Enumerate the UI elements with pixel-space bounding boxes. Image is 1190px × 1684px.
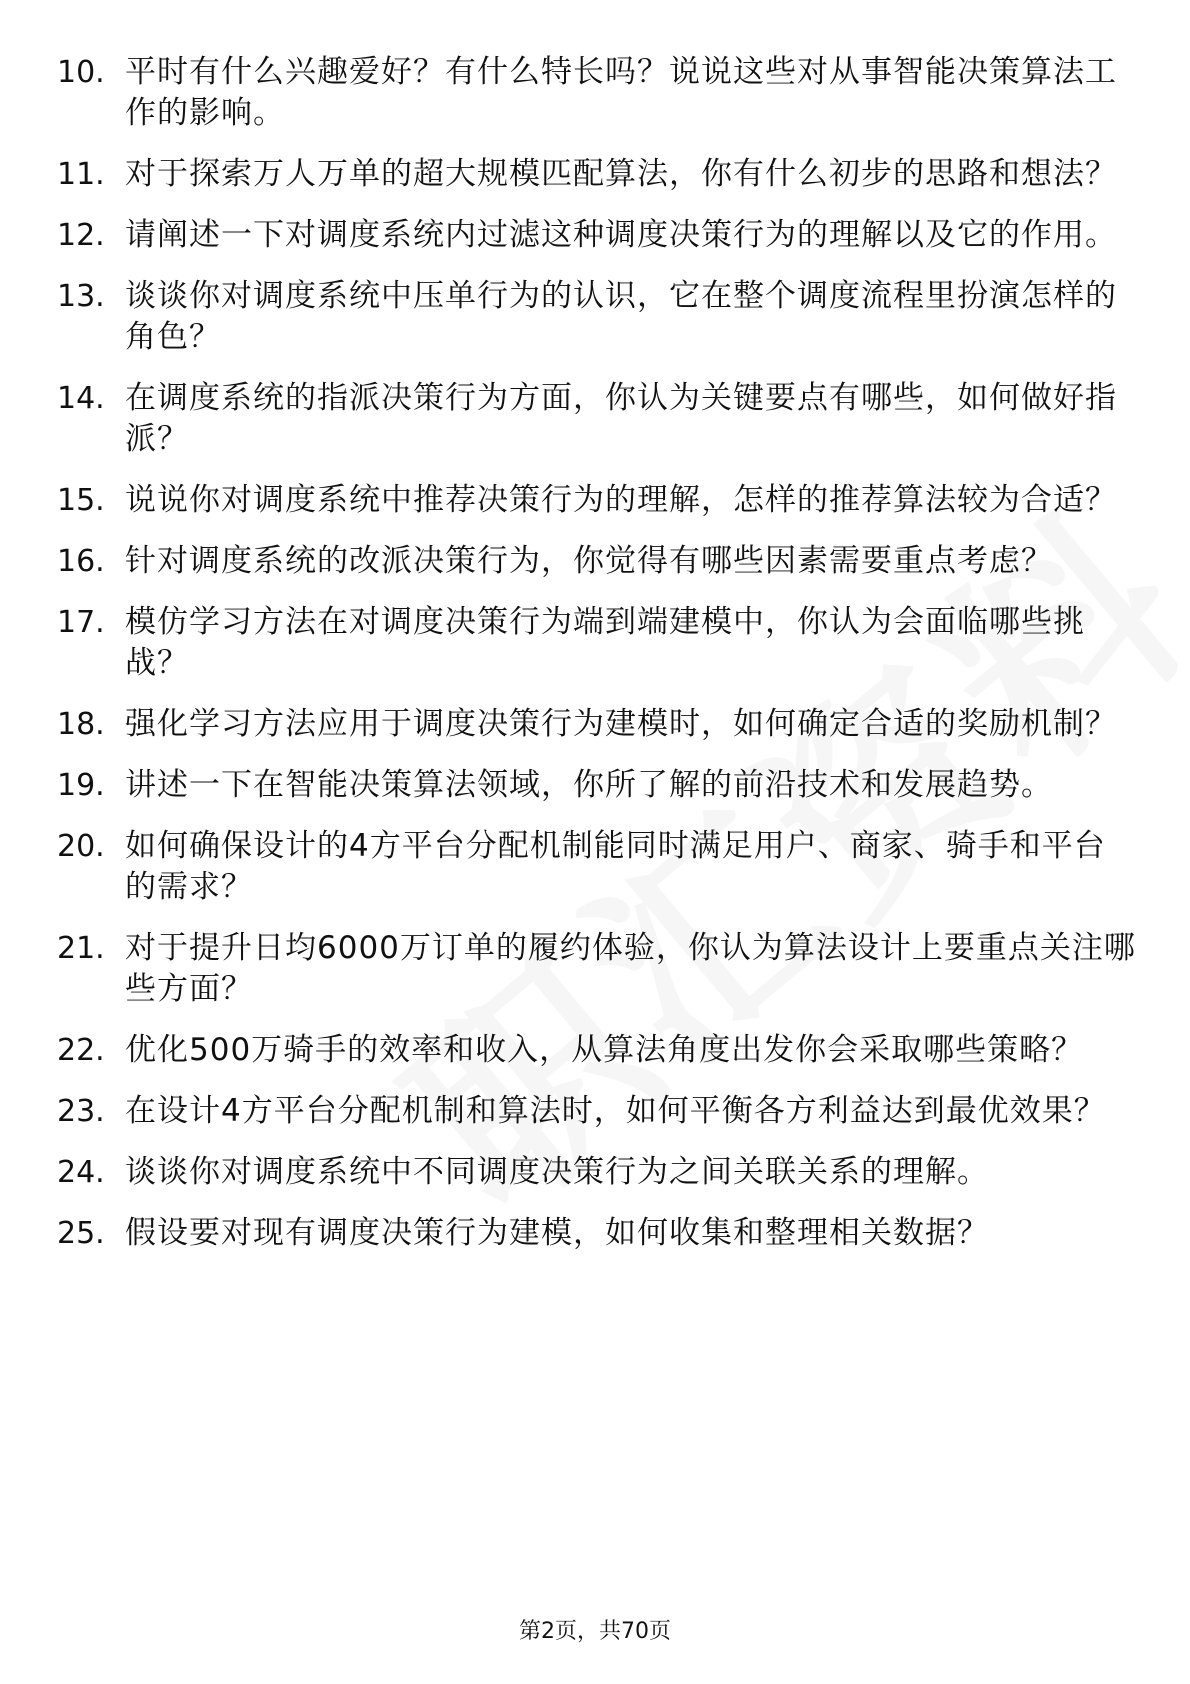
question-text: 说说你对调度系统中推荐决策行为的理解，怎样的推荐算法较为合适？ bbox=[125, 482, 1117, 518]
question-item-20 bbox=[57, 826, 1137, 908]
question-item-12 bbox=[57, 215, 1137, 256]
question-number: 16. bbox=[57, 544, 105, 579]
question-text: 平时有什么兴趣爱好？有什么特长吗？说说这些对从事智能决策算法工作的影响。 bbox=[125, 54, 1117, 131]
question-item-22 bbox=[57, 1030, 1137, 1071]
question-text: 强化学习方法应用于调度决策行为建模时，如何确定合适的奖励机制？ bbox=[125, 706, 1117, 742]
question-text: 在设计4方平台分配机制和算法时，如何平衡各方利益达到最优效果？ bbox=[125, 1093, 1106, 1129]
question-number: 24. bbox=[57, 1155, 105, 1190]
question-number: 10. bbox=[57, 55, 105, 90]
question-number: 12. bbox=[57, 218, 105, 253]
question-text: 如何确保设计的4方平台分配机制能同时满足用户、商家、骑手和平台的需求？ bbox=[125, 828, 1106, 905]
question-number: 25. bbox=[57, 1216, 105, 1251]
question-number: 13. bbox=[57, 279, 105, 314]
question-number: 21. bbox=[57, 931, 105, 966]
question-number: 11. bbox=[57, 157, 105, 192]
question-list bbox=[57, 52, 1137, 1274]
question-item-10 bbox=[57, 52, 1137, 134]
question-item-14 bbox=[57, 378, 1137, 460]
question-text: 优化500万骑手的效率和收入，从算法角度出发你会采取哪些策略？ bbox=[125, 1032, 1084, 1068]
question-item-25 bbox=[57, 1213, 1137, 1254]
question-text: 针对调度系统的改派决策行为，你觉得有哪些因素需要重点考虑？ bbox=[125, 543, 1053, 579]
question-number: 20. bbox=[57, 829, 105, 864]
question-item-23 bbox=[57, 1091, 1137, 1132]
question-number: 22. bbox=[57, 1033, 105, 1068]
question-item-15 bbox=[57, 480, 1137, 521]
question-item-19 bbox=[57, 765, 1137, 806]
question-item-11 bbox=[57, 154, 1137, 195]
question-number: 19. bbox=[57, 768, 105, 803]
question-text: 对于探索万人万单的超大规模匹配算法，你有什么初步的思路和想法？ bbox=[125, 156, 1117, 192]
question-number: 17. bbox=[57, 605, 105, 640]
question-number: 18. bbox=[57, 707, 105, 742]
question-text: 请阐述一下对调度系统内过滤这种调度决策行为的理解以及它的作用。 bbox=[125, 217, 1117, 253]
question-item-24 bbox=[57, 1152, 1137, 1193]
question-item-21 bbox=[57, 928, 1137, 1010]
question-text: 谈谈你对调度系统中压单行为的认识，它在整个调度流程里扮演怎样的角色？ bbox=[125, 278, 1117, 355]
question-number: 23. bbox=[57, 1094, 105, 1129]
question-text: 讲述一下在智能决策算法领域，你所了解的前沿技术和发展趋势。 bbox=[125, 767, 1053, 803]
question-number: 15. bbox=[57, 483, 105, 518]
question-item-18 bbox=[57, 704, 1137, 745]
question-text: 模仿学习方法在对调度决策行为端到端建模中，你认为会面临哪些挑战？ bbox=[125, 604, 1085, 681]
question-number: 14. bbox=[57, 381, 105, 416]
page-footer bbox=[0, 1618, 1190, 1646]
question-text: 假设要对现有调度决策行为建模，如何收集和整理相关数据？ bbox=[125, 1215, 989, 1251]
question-item-16 bbox=[57, 541, 1137, 582]
question-text: 对于提升日均6000万订单的履约体验，你认为算法设计上要重点关注哪些方面？ bbox=[125, 930, 1136, 1007]
question-item-17 bbox=[57, 602, 1137, 684]
question-text: 谈谈你对调度系统中不同调度决策行为之间关联关系的理解。 bbox=[125, 1154, 989, 1190]
page-indicator: 第2页，共70页 bbox=[519, 1619, 671, 1644]
question-item-13 bbox=[57, 276, 1137, 358]
question-text: 在调度系统的指派决策行为方面，你认为关键要点有哪些，如何做好指派？ bbox=[125, 380, 1117, 457]
